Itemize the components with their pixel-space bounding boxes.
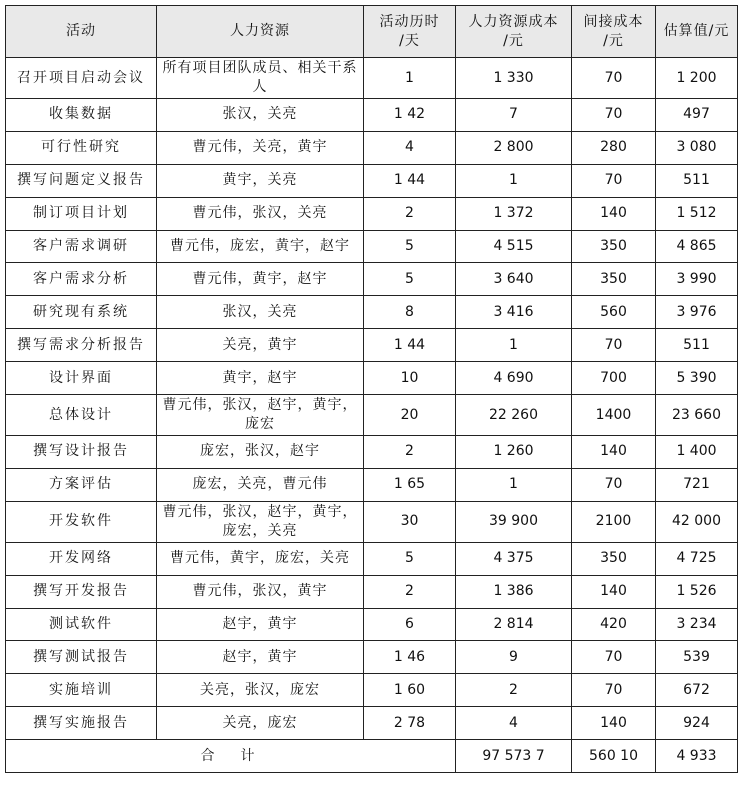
- duration-cell: 5: [364, 542, 456, 575]
- activity-cell: 客户需求分析: [6, 263, 157, 296]
- hr-cost-cell: 2 800: [456, 131, 572, 164]
- resources-cell: 黄宇，关亮: [157, 164, 364, 197]
- table-row: [6, 197, 738, 230]
- duration-cell: 10: [364, 362, 456, 395]
- indirect-cost-cell: 280: [572, 131, 656, 164]
- resources-cell: 张汉，关亮: [157, 99, 364, 132]
- total-row: [6, 740, 738, 773]
- resources-cell: 庞宏，张汉，赵宇: [157, 436, 364, 469]
- duration-cell: 2: [364, 575, 456, 608]
- header-row: [6, 6, 738, 58]
- header-estimate: 估算值/元: [656, 6, 738, 58]
- indirect-cost-cell: 1400: [572, 395, 656, 436]
- duration-cell: 2: [364, 436, 456, 469]
- header-duration: 活动历时 /天: [364, 6, 456, 58]
- indirect-cost-cell: 70: [572, 99, 656, 132]
- indirect-cost-cell: 140: [572, 707, 656, 740]
- estimate-cell: 672: [656, 674, 738, 707]
- resources-cell: 黄宇，赵宇: [157, 362, 364, 395]
- estimate-cell: 3 080: [656, 131, 738, 164]
- total-estimate: 4 933: [656, 740, 738, 773]
- table-row: [6, 99, 738, 132]
- activity-cell: 撰写设计报告: [6, 436, 157, 469]
- hr-cost-cell: 4 515: [456, 230, 572, 263]
- hr-cost-cell: 1: [456, 468, 572, 501]
- total-hr-cost: 97 573 7: [456, 740, 572, 773]
- duration-cell: 1 60: [364, 674, 456, 707]
- table-row: [6, 542, 738, 575]
- estimate-cell: 3 990: [656, 263, 738, 296]
- hr-cost-cell: 2: [456, 674, 572, 707]
- hr-cost-cell: 1 260: [456, 436, 572, 469]
- resources-cell: 关亮，黄宇: [157, 329, 364, 362]
- indirect-cost-cell: 140: [572, 197, 656, 230]
- table-row: [6, 131, 738, 164]
- estimate-cell: 497: [656, 99, 738, 132]
- hr-cost-cell: 2 814: [456, 608, 572, 641]
- table-row: [6, 501, 738, 542]
- indirect-cost-cell: 560: [572, 296, 656, 329]
- activity-cell: 制订项目计划: [6, 197, 157, 230]
- resources-cell: 关亮，张汉，庞宏: [157, 674, 364, 707]
- header-activity: 活动: [6, 6, 157, 58]
- activity-cell: 撰写开发报告: [6, 575, 157, 608]
- estimate-cell: 1 526: [656, 575, 738, 608]
- indirect-cost-cell: 70: [572, 329, 656, 362]
- indirect-cost-cell: 70: [572, 58, 656, 99]
- indirect-cost-cell: 140: [572, 436, 656, 469]
- estimate-cell: 511: [656, 329, 738, 362]
- indirect-cost-cell: 420: [572, 608, 656, 641]
- activity-cell: 开发网络: [6, 542, 157, 575]
- estimate-cell: 539: [656, 641, 738, 674]
- activity-cell: 撰写需求分析报告: [6, 329, 157, 362]
- resources-cell: 曹元伟，张汉，赵宇，黄宇，庞宏: [157, 395, 364, 436]
- duration-cell: 5: [364, 263, 456, 296]
- hr-cost-cell: 1 372: [456, 197, 572, 230]
- total-label: 合 计: [6, 740, 456, 773]
- indirect-cost-cell: 140: [572, 575, 656, 608]
- estimate-cell: 1 400: [656, 436, 738, 469]
- cost-estimate-table: [5, 5, 738, 773]
- table-row: [6, 707, 738, 740]
- hr-cost-cell: 4 375: [456, 542, 572, 575]
- indirect-cost-cell: 350: [572, 263, 656, 296]
- hr-cost-cell: 1: [456, 164, 572, 197]
- table-row: [6, 468, 738, 501]
- activity-cell: 收集数据: [6, 99, 157, 132]
- hr-cost-cell: 3 640: [456, 263, 572, 296]
- table-row: [6, 58, 738, 99]
- indirect-cost-cell: 70: [572, 468, 656, 501]
- duration-cell: 8: [364, 296, 456, 329]
- duration-cell: 4: [364, 131, 456, 164]
- estimate-cell: 3 234: [656, 608, 738, 641]
- hr-cost-cell: 1 386: [456, 575, 572, 608]
- resources-cell: 曹元伟，张汉，赵宇，黄宇，庞宏，关亮: [157, 501, 364, 542]
- estimate-cell: 924: [656, 707, 738, 740]
- resources-cell: 关亮，庞宏: [157, 707, 364, 740]
- indirect-cost-cell: 70: [572, 674, 656, 707]
- table-row: [6, 263, 738, 296]
- estimate-cell: 721: [656, 468, 738, 501]
- resources-cell: 曹元伟，黄宇，赵宇: [157, 263, 364, 296]
- hr-cost-cell: 39 900: [456, 501, 572, 542]
- estimate-cell: 1 200: [656, 58, 738, 99]
- hr-cost-cell: 4: [456, 707, 572, 740]
- activity-cell: 开发软件: [6, 501, 157, 542]
- activity-cell: 可行性研究: [6, 131, 157, 164]
- duration-cell: 1 44: [364, 164, 456, 197]
- hr-cost-cell: 1 330: [456, 58, 572, 99]
- table-row: [6, 296, 738, 329]
- activity-cell: 研究现有系统: [6, 296, 157, 329]
- resources-cell: 赵宇，黄宇: [157, 641, 364, 674]
- activity-cell: 召开项目启动会议: [6, 58, 157, 99]
- activity-cell: 总体设计: [6, 395, 157, 436]
- hr-cost-cell: 3 416: [456, 296, 572, 329]
- table-row: [6, 641, 738, 674]
- estimate-cell: 4 725: [656, 542, 738, 575]
- duration-cell: 5: [364, 230, 456, 263]
- estimate-cell: 3 976: [656, 296, 738, 329]
- duration-cell: 1 44: [364, 329, 456, 362]
- duration-cell: 30: [364, 501, 456, 542]
- table-row: [6, 575, 738, 608]
- indirect-cost-cell: 70: [572, 641, 656, 674]
- total-indirect-cost: 560 10: [572, 740, 656, 773]
- header-indirect-cost: 间接成本 /元: [572, 6, 656, 58]
- resources-cell: 赵宇，黄宇: [157, 608, 364, 641]
- table-row: [6, 674, 738, 707]
- resources-cell: 曹元伟，张汉，关亮: [157, 197, 364, 230]
- resources-cell: 所有项目团队成员、相关干系人: [157, 58, 364, 99]
- activity-cell: 设计界面: [6, 362, 157, 395]
- duration-cell: 6: [364, 608, 456, 641]
- duration-cell: 20: [364, 395, 456, 436]
- resources-cell: 曹元伟，黄宇，庞宏，关亮: [157, 542, 364, 575]
- header-resources: 人力资源: [157, 6, 364, 58]
- estimate-cell: 511: [656, 164, 738, 197]
- duration-cell: 1 46: [364, 641, 456, 674]
- estimate-cell: 5 390: [656, 362, 738, 395]
- header-hr-cost: 人力资源成本 /元: [456, 6, 572, 58]
- activity-cell: 方案评估: [6, 468, 157, 501]
- estimate-cell: 1 512: [656, 197, 738, 230]
- hr-cost-cell: 4 690: [456, 362, 572, 395]
- estimate-cell: 23 660: [656, 395, 738, 436]
- table-row: [6, 329, 738, 362]
- table-row: [6, 362, 738, 395]
- hr-cost-cell: 22 260: [456, 395, 572, 436]
- duration-cell: 1 42: [364, 99, 456, 132]
- resources-cell: 曹元伟，庞宏，黄宇，赵宇: [157, 230, 364, 263]
- activity-cell: 撰写问题定义报告: [6, 164, 157, 197]
- activity-cell: 撰写实施报告: [6, 707, 157, 740]
- table-row: [6, 230, 738, 263]
- table-row: [6, 436, 738, 469]
- table-row: [6, 164, 738, 197]
- activity-cell: 撰写测试报告: [6, 641, 157, 674]
- resources-cell: 庞宏，关亮，曹元伟: [157, 468, 364, 501]
- table-row: [6, 608, 738, 641]
- hr-cost-cell: 7: [456, 99, 572, 132]
- indirect-cost-cell: 70: [572, 164, 656, 197]
- activity-cell: 测试软件: [6, 608, 157, 641]
- duration-cell: 2: [364, 197, 456, 230]
- resources-cell: 张汉，关亮: [157, 296, 364, 329]
- indirect-cost-cell: 350: [572, 230, 656, 263]
- activity-cell: 实施培训: [6, 674, 157, 707]
- duration-cell: 1 65: [364, 468, 456, 501]
- table-row: [6, 395, 738, 436]
- indirect-cost-cell: 700: [572, 362, 656, 395]
- duration-cell: 1: [364, 58, 456, 99]
- hr-cost-cell: 1: [456, 329, 572, 362]
- activity-cell: 客户需求调研: [6, 230, 157, 263]
- hr-cost-cell: 9: [456, 641, 572, 674]
- resources-cell: 曹元伟，关亮，黄宇: [157, 131, 364, 164]
- duration-cell: 2 78: [364, 707, 456, 740]
- resources-cell: 曹元伟，张汉，黄宇: [157, 575, 364, 608]
- estimate-cell: 4 865: [656, 230, 738, 263]
- estimate-cell: 42 000: [656, 501, 738, 542]
- table-body: [6, 58, 738, 740]
- indirect-cost-cell: 350: [572, 542, 656, 575]
- indirect-cost-cell: 2100: [572, 501, 656, 542]
